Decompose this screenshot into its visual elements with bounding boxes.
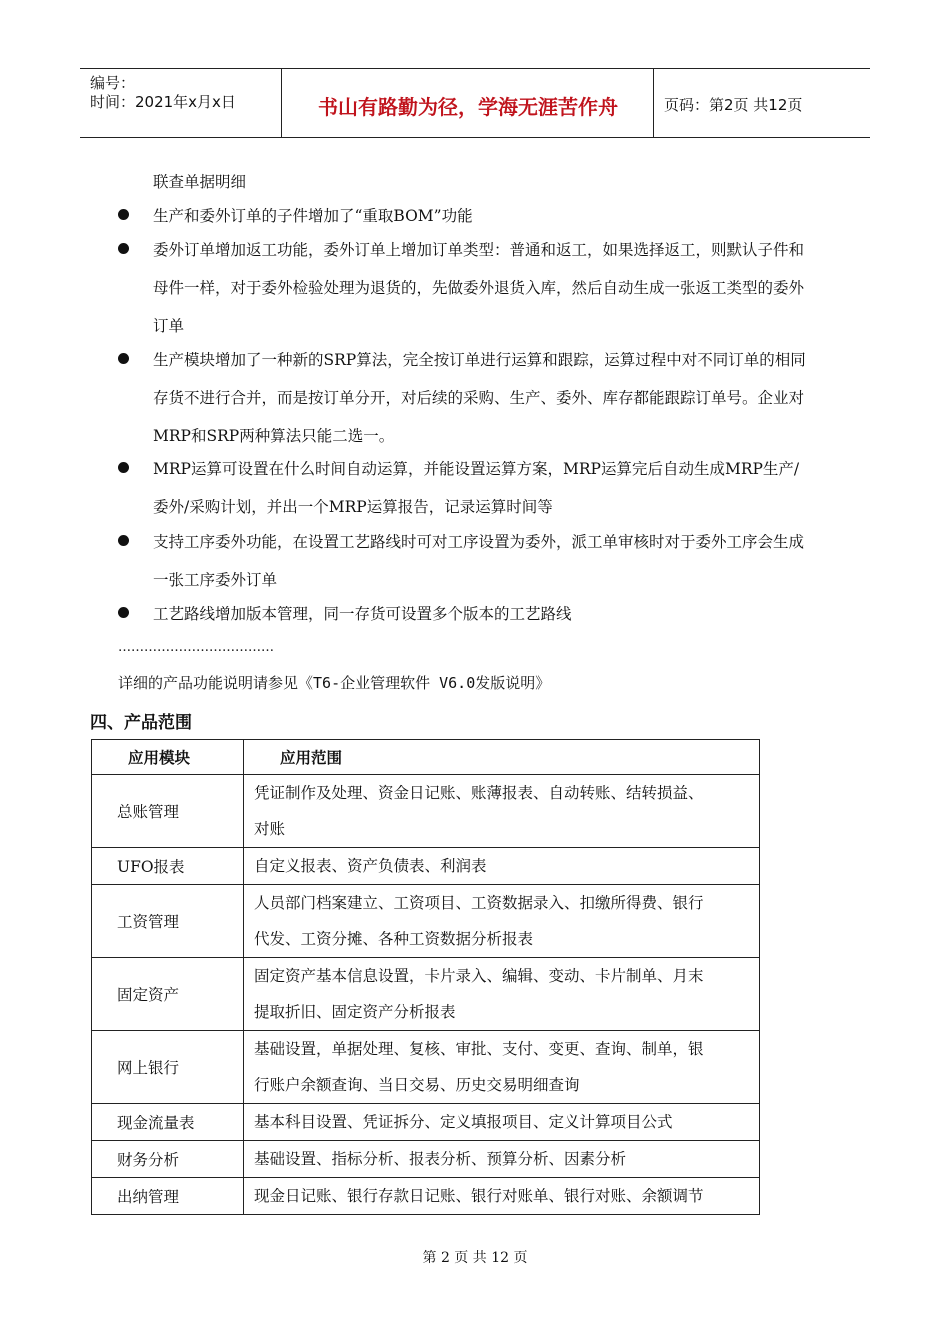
- body-line: 联查单据明细: [153, 173, 247, 191]
- scope-line: 代发、工资分摊、各种工资数据分析报表: [254, 930, 534, 948]
- page-footer: 第 2 页 共 12 页: [422, 1250, 528, 1266]
- document-time-label: 时间：2021年x月x日: [90, 93, 236, 111]
- body-line: 母件一样，对于委外检验处理为退货的，先做委外退货入库，然后自动生成一张返工类型的委外: [153, 279, 805, 297]
- scope-line: 基础设置，单据处理、复核、审批、支付、变更、查询、制单，银: [254, 1040, 704, 1058]
- table-row: [92, 1178, 760, 1215]
- scope-cell: [244, 1141, 760, 1178]
- bullet-icon: [118, 243, 129, 254]
- table-row: [92, 775, 760, 848]
- body-line: 存货不进行合并，而是按订单分开，对后续的采购、生产、委外、库存都能跟踪订单号。企业对: [153, 389, 805, 407]
- scope-cell: [244, 885, 760, 958]
- module-cell: 总账管理: [92, 775, 244, 848]
- body-line: 支持工序委外功能，在设置工艺路线时可对工序设置为委外，派工单审核时对于委外工序会生成: [153, 533, 805, 551]
- module-cell: 工资管理: [92, 885, 244, 958]
- body-line: 工艺路线增加版本管理，同一存货可设置多个版本的工艺路线: [153, 605, 572, 623]
- header-page-label: 页码：第2页 共12页: [664, 96, 803, 114]
- body-line: 生产和委外订单的子件增加了“重取BOM”功能: [153, 207, 473, 225]
- reference-note: 详细的产品功能说明请参见《T6-企业管理软件 V6.0发版说明》: [118, 674, 551, 692]
- scope-line: 行账户余额查询、当日交易、历史交易明细查询: [254, 1076, 580, 1094]
- body-line: 订单: [153, 317, 185, 335]
- header-motto: 书山有路勤为径，学海无涯苦作舟: [318, 95, 618, 119]
- body-line: MRP运算可设置在什么时间自动运算，并能设置运算方案，MRP运算完后自动生成MRP生产/: [153, 460, 800, 478]
- table-row: [92, 885, 760, 958]
- scope-line: 对账: [254, 820, 286, 838]
- page-header: [80, 68, 870, 138]
- module-cell: 网上银行: [92, 1031, 244, 1104]
- header-info-cell: [80, 69, 282, 137]
- table-row: [92, 1031, 760, 1104]
- body-line: MRP和SRP两种算法只能二选一。: [153, 427, 395, 445]
- scope-line: 基本科目设置、凭证拆分、定义填报项目、定义计算项目公式: [254, 1113, 673, 1131]
- column-header-scope: 应用范围: [244, 740, 760, 775]
- bullet-icon: [118, 209, 129, 220]
- header-motto-cell: [282, 69, 654, 137]
- module-cell: UFO报表: [92, 848, 244, 885]
- body-line: 生产模块增加了一种新的SRP算法，完全按订单进行运算和跟踪，运算过程中对不同订单的相同: [153, 351, 806, 369]
- product-scope-table: [91, 739, 760, 1215]
- scope-cell: [244, 1104, 760, 1141]
- module-cell: 现金流量表: [92, 1104, 244, 1141]
- scope-cell: [244, 775, 760, 848]
- scope-line: 人员部门档案建立、工资项目、工资数据录入、扣缴所得费、银行: [254, 894, 704, 912]
- table-row: [92, 958, 760, 1031]
- column-header-module: 应用模块: [92, 740, 244, 775]
- bullet-icon: [118, 353, 129, 364]
- document-number-label: 编号：: [90, 74, 136, 92]
- scope-line: 凭证制作及处理、资金日记账、账薄报表、自动转账、结转损益、: [254, 784, 704, 802]
- header-page-cell: [654, 69, 870, 137]
- module-cell: 财务分析: [92, 1141, 244, 1178]
- ellipsis-line: ………………………………: [118, 640, 274, 655]
- scope-cell: [244, 1031, 760, 1104]
- body-line: 委外订单增加返工功能，委外订单上增加订单类型：普通和返工，如果选择返工，则默认子件和: [153, 241, 805, 259]
- table-row: [92, 1141, 760, 1178]
- table-row: [92, 848, 760, 885]
- body-line: 委外/采购计划，并出一个MRP运算报告，记录运算时间等: [153, 498, 553, 516]
- scope-line: 自定义报表、资产负债表、利润表: [254, 857, 487, 875]
- body-line: 一张工序委外订单: [153, 571, 278, 589]
- scope-line: 提取折旧、固定资产分析报表: [254, 1003, 456, 1021]
- scope-cell: [244, 958, 760, 1031]
- table-row: [92, 1104, 760, 1141]
- scope-line: 固定资产基本信息设置，卡片录入、编辑、变动、卡片制单、月末: [254, 967, 704, 985]
- scope-cell: [244, 848, 760, 885]
- bullet-icon: [118, 607, 129, 618]
- scope-line: 现金日记账、银行存款日记账、银行对账单、银行对账、余额调节: [254, 1187, 704, 1205]
- module-cell: 固定资产: [92, 958, 244, 1031]
- module-cell: 出纳管理: [92, 1178, 244, 1215]
- scope-cell: [244, 1178, 760, 1215]
- scope-line: 基础设置、指标分析、报表分析、预算分析、因素分析: [254, 1150, 627, 1168]
- bullet-icon: [118, 462, 129, 473]
- table-header-row: [92, 740, 760, 775]
- bullet-icon: [118, 535, 129, 546]
- section-heading: 四、产品范围: [90, 713, 192, 733]
